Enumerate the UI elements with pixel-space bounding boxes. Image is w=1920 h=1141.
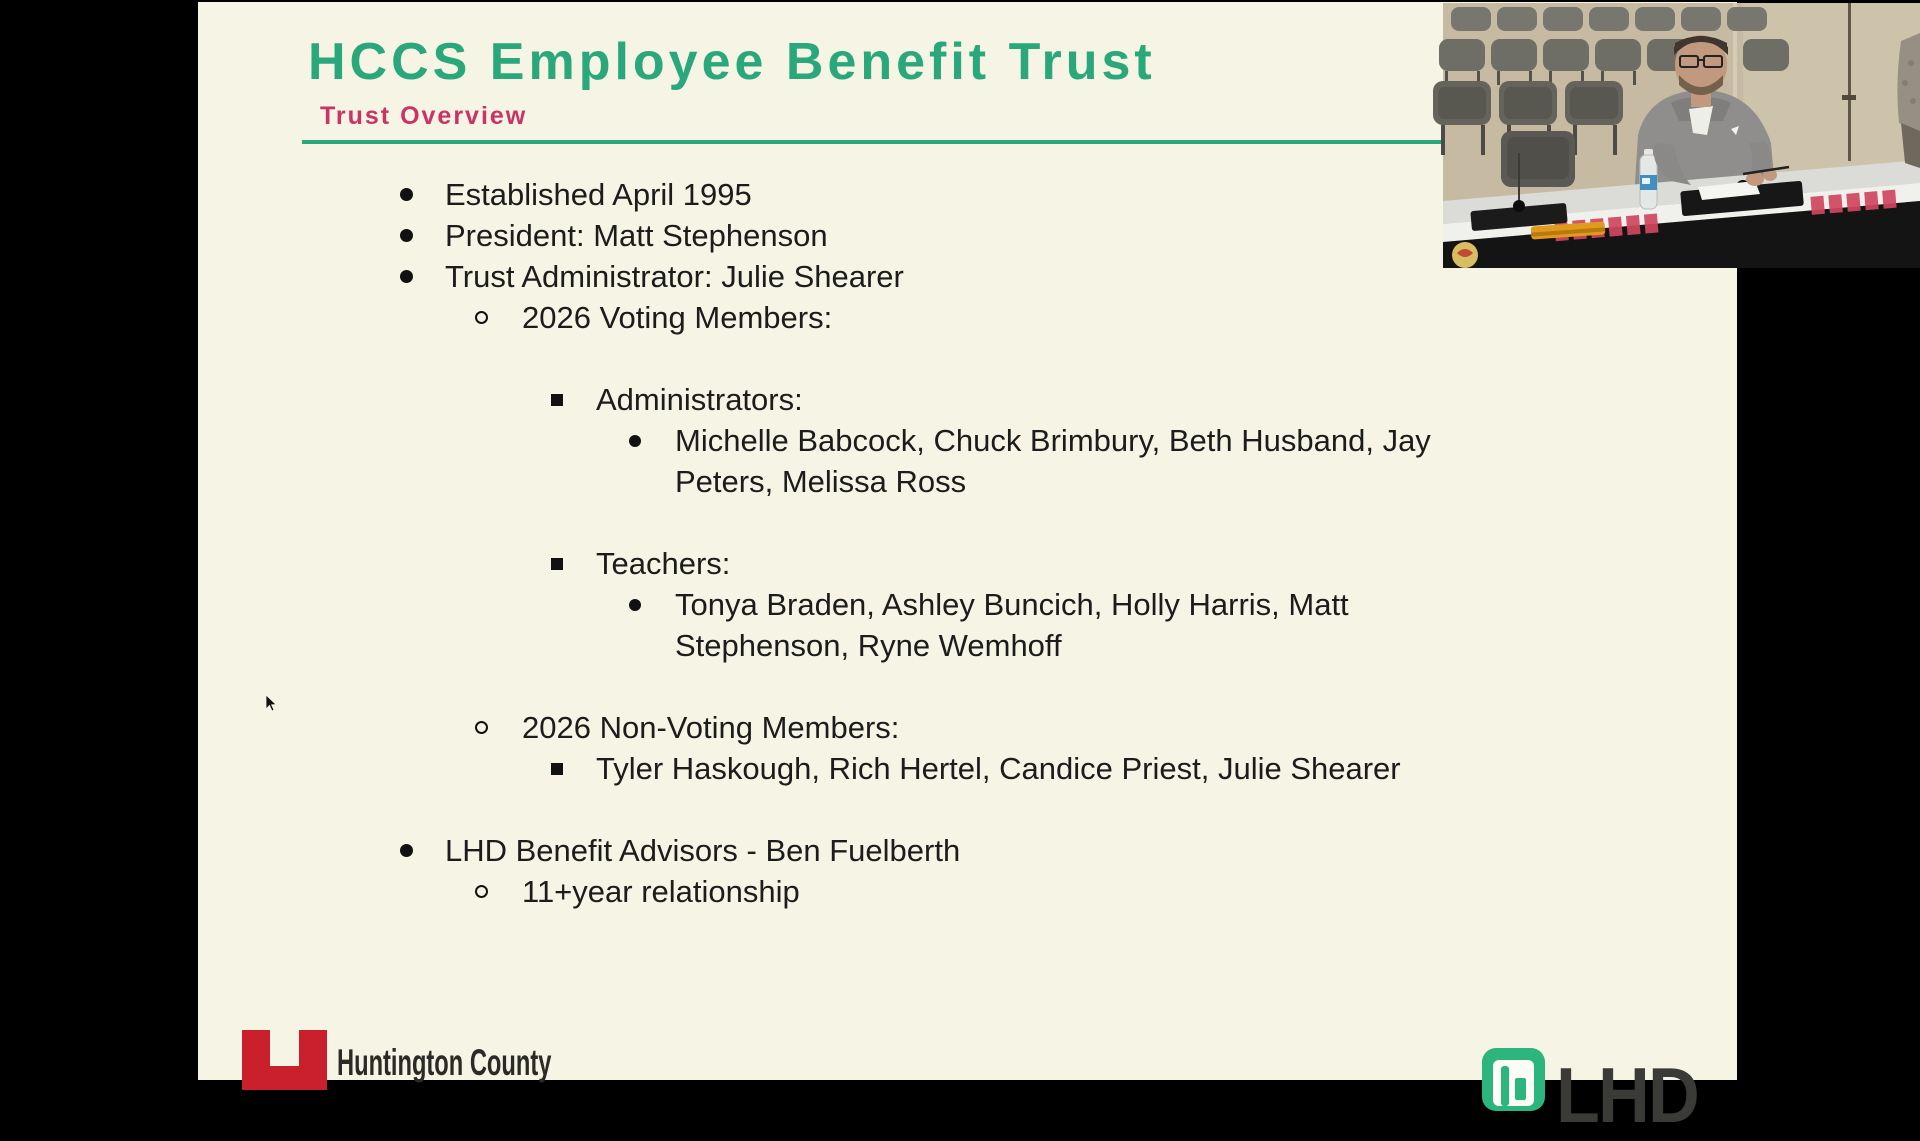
- huntington-county-label: Huntington County: [337, 1042, 552, 1083]
- list-item: [383, 584, 1511, 666]
- list-item: [383, 174, 1511, 215]
- list-item: [383, 297, 1511, 338]
- circle-bullet-icon: [475, 885, 488, 898]
- mouse-cursor: [264, 694, 278, 714]
- webcam-video: [1443, 3, 1920, 268]
- disc-bullet-icon: [400, 270, 413, 283]
- list-item: [383, 379, 1511, 420]
- lhd-logo-square: [1515, 1078, 1526, 1100]
- lhd-logo-bar: [1501, 1066, 1509, 1106]
- disc-bullet-icon: [629, 599, 641, 611]
- list-item: [383, 748, 1511, 789]
- disc-bullet-icon: [400, 229, 413, 242]
- disc-bullet-icon: [629, 435, 641, 447]
- list-item-text: 11+year relationship: [522, 874, 800, 909]
- list-item: [383, 830, 1511, 871]
- list-item-text: Trust Administrator: Julie Shearer: [445, 259, 904, 294]
- lhd-logo-inner: [1493, 1060, 1534, 1106]
- water-bottle: [1640, 149, 1657, 209]
- circle-bullet-icon: [475, 311, 488, 324]
- square-bullet-icon: [551, 558, 563, 570]
- disc-bullet-icon: [400, 844, 413, 857]
- lhd-label: LHD: [1556, 1051, 1698, 1139]
- list-item-text: Administrators:: [596, 382, 803, 417]
- list-item: [383, 215, 1511, 256]
- list-item-text: 2026 Voting Members:: [522, 300, 833, 335]
- square-bullet-icon: [551, 394, 563, 406]
- list-item-text: Established April 1995: [445, 177, 752, 212]
- logo-notch: [270, 1030, 299, 1066]
- slide-title: HCCS Employee Benefit Trust: [308, 33, 1156, 91]
- circle-bullet-icon: [475, 721, 488, 734]
- list-item: [383, 707, 1511, 748]
- lhd-logo-icon: [1482, 1048, 1545, 1111]
- slide-subtitle: Trust Overview: [320, 102, 528, 130]
- mic-stand-pole: [1848, 3, 1851, 161]
- bullet-list: [383, 174, 1511, 912]
- list-item-text: LHD Benefit Advisors - Ben Fuelberth: [445, 833, 961, 868]
- accent-divider-line: [302, 140, 1444, 144]
- huntington-county-logo-icon: [242, 1030, 327, 1090]
- disc-bullet-icon: [400, 188, 413, 201]
- list-item: [383, 871, 1511, 912]
- list-item-text: 2026 Non-Voting Members:: [522, 710, 900, 745]
- list-item: [383, 543, 1511, 584]
- list-item-text: Teachers:: [596, 546, 731, 581]
- list-item: [383, 420, 1511, 502]
- square-bullet-icon: [551, 763, 563, 775]
- list-item-text: Michelle Babcock, Chuck Brimbury, Beth Husband, Jay Peters, Melissa Ross: [675, 423, 1431, 499]
- list-item-text: Tonya Braden, Ashley Buncich, Holly Harris, Matt Stephenson, Ryne Wemhoff: [675, 587, 1349, 663]
- list-item: [383, 256, 1511, 297]
- list-item-text: President: Matt Stephenson: [445, 218, 828, 253]
- round-sticker: [1452, 242, 1478, 268]
- list-item-text: Tyler Haskough, Rich Hertel, Candice Priest, Julie Shearer: [596, 751, 1401, 786]
